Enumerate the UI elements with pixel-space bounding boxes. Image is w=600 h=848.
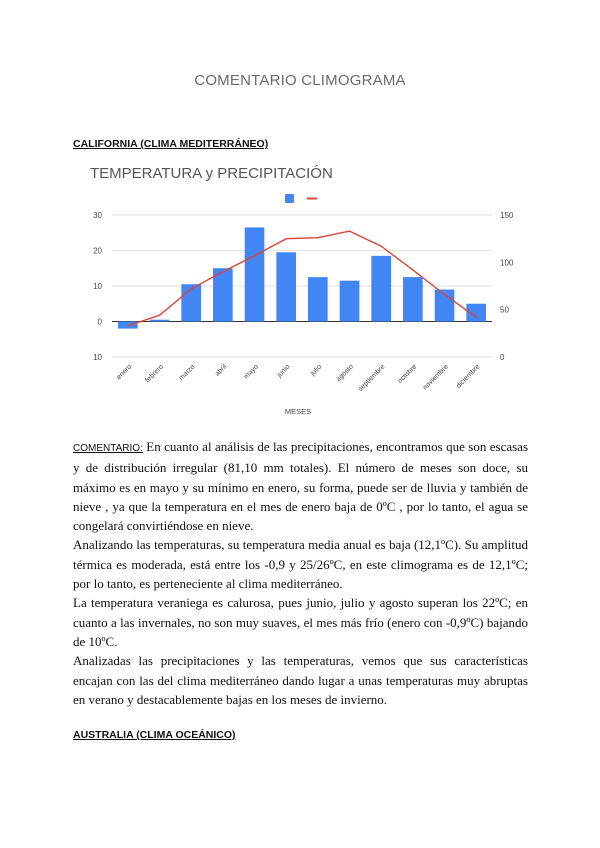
right-axis-tick: 0 bbox=[500, 353, 505, 362]
precipitation-point bbox=[317, 237, 319, 239]
precipitation-point bbox=[159, 315, 161, 317]
section-heading-australia: AUSTRALIA (CLIMA OCEÁNICO) bbox=[73, 729, 236, 741]
paragraph-precipitation-text: En cuanto al análisis de las precipitaciones, encontramos que son escasas y de distribución irregular (81,10 mm totales). El número de meses son doce, su máximo es en mayo y su mínimo en enero, su forma, puede ser de lluvia y también de nieve , ya que la temperatura en el mes de enero baja de 0ºC , por lo tanto, el agua se congelará convirtiéndose en nieve. bbox=[73, 439, 529, 534]
paragraph-conclusion: Analizadas las precipitaciones y las temperaturas, vemos que sus características encajan con las del clima mediterráneo dando lugar a unas temperaturas muy abruptas en verano y destacablemente bajas en los meses de invierno. bbox=[73, 653, 528, 707]
precipitation-point bbox=[475, 316, 477, 318]
precipitation-point bbox=[190, 288, 192, 290]
x-axis-tick: abril bbox=[213, 363, 229, 378]
chart-grid bbox=[112, 215, 492, 357]
paragraph-temperature: Analizando las temperaturas, su temperatura media anual es baja (12,1ºC). Su amplitud térmica es moderada, está entre los -0,9 y 25/26ºC, en este climograma es de 12,1ºC; por lo tanto, es perteneciente al clima mediterráneo. bbox=[73, 537, 528, 592]
x-axis-tick: febrero bbox=[144, 363, 165, 385]
precipitation-point bbox=[380, 245, 382, 247]
precipitation-point bbox=[349, 230, 351, 232]
precipitation-line bbox=[128, 231, 476, 326]
x-axis-tick: septiembre bbox=[357, 363, 387, 393]
precipitation-point bbox=[412, 269, 414, 271]
section-heading-california: CALIFORNIA (CLIMA MEDITERRÁNEO) bbox=[73, 138, 269, 150]
precipitation-point bbox=[254, 255, 256, 257]
temperature-bar bbox=[371, 256, 391, 322]
temperature-bar bbox=[308, 277, 328, 321]
paragraph-precipitation bbox=[73, 437, 528, 535]
temperature-bar bbox=[150, 320, 170, 322]
comment-label: COMENTARIO: bbox=[73, 443, 143, 454]
left-axis-tick: 20 bbox=[93, 246, 102, 256]
x-axis-tick: diciembre bbox=[455, 363, 482, 390]
x-axis-title: MESES bbox=[284, 407, 312, 416]
left-axis-tick: 10 bbox=[93, 282, 102, 291]
line-series bbox=[127, 230, 477, 326]
temperature-bar bbox=[276, 252, 296, 321]
right-axis-tick: 50 bbox=[500, 305, 509, 315]
temperature-bar bbox=[245, 227, 265, 321]
paragraph-summer: La temperatura veraniega es calurosa, pues junio, julio y agosto superan los 22ºC; en cuanto a las invernales, no son muy suaves, el mes más frío (enero con -0,9ºC) bajando de 10ºC. bbox=[73, 595, 528, 649]
x-axis-tick: mayo bbox=[242, 363, 260, 381]
temperature-bar bbox=[181, 284, 201, 321]
x-axis-tick: junio bbox=[276, 363, 292, 379]
x-axis-tick: marzo bbox=[177, 363, 197, 383]
precipitation-point bbox=[444, 294, 446, 296]
precipitation-point bbox=[285, 238, 287, 240]
bar-series bbox=[118, 227, 486, 328]
chart-title: TEMPERATURA y PRECIPITACIÓN bbox=[90, 165, 333, 182]
left-axis-tick: 30 bbox=[93, 211, 102, 220]
x-axis-tick: octubre bbox=[396, 363, 419, 385]
x-axis-tick: enero bbox=[115, 363, 134, 382]
temperature-bar bbox=[340, 281, 360, 322]
comment-body bbox=[73, 437, 528, 709]
precipitation-point bbox=[222, 271, 224, 273]
x-axis-tick: agosto bbox=[335, 363, 355, 384]
document-title: COMENTARIO CLIMOGRAMA bbox=[194, 72, 406, 89]
climograph-chart bbox=[72, 158, 532, 418]
legend-bars-marker bbox=[285, 194, 294, 203]
left-axis-tick: 10 bbox=[93, 353, 102, 362]
left-axis-tick: 0 bbox=[97, 317, 102, 327]
precipitation-point bbox=[127, 325, 129, 327]
x-axis-tick: noviembre bbox=[421, 363, 450, 392]
x-axis-tick: julio bbox=[309, 363, 324, 378]
right-axis-tick: 100 bbox=[500, 258, 514, 268]
right-axis-tick: 150 bbox=[500, 211, 514, 220]
temperature-bar bbox=[403, 277, 423, 321]
